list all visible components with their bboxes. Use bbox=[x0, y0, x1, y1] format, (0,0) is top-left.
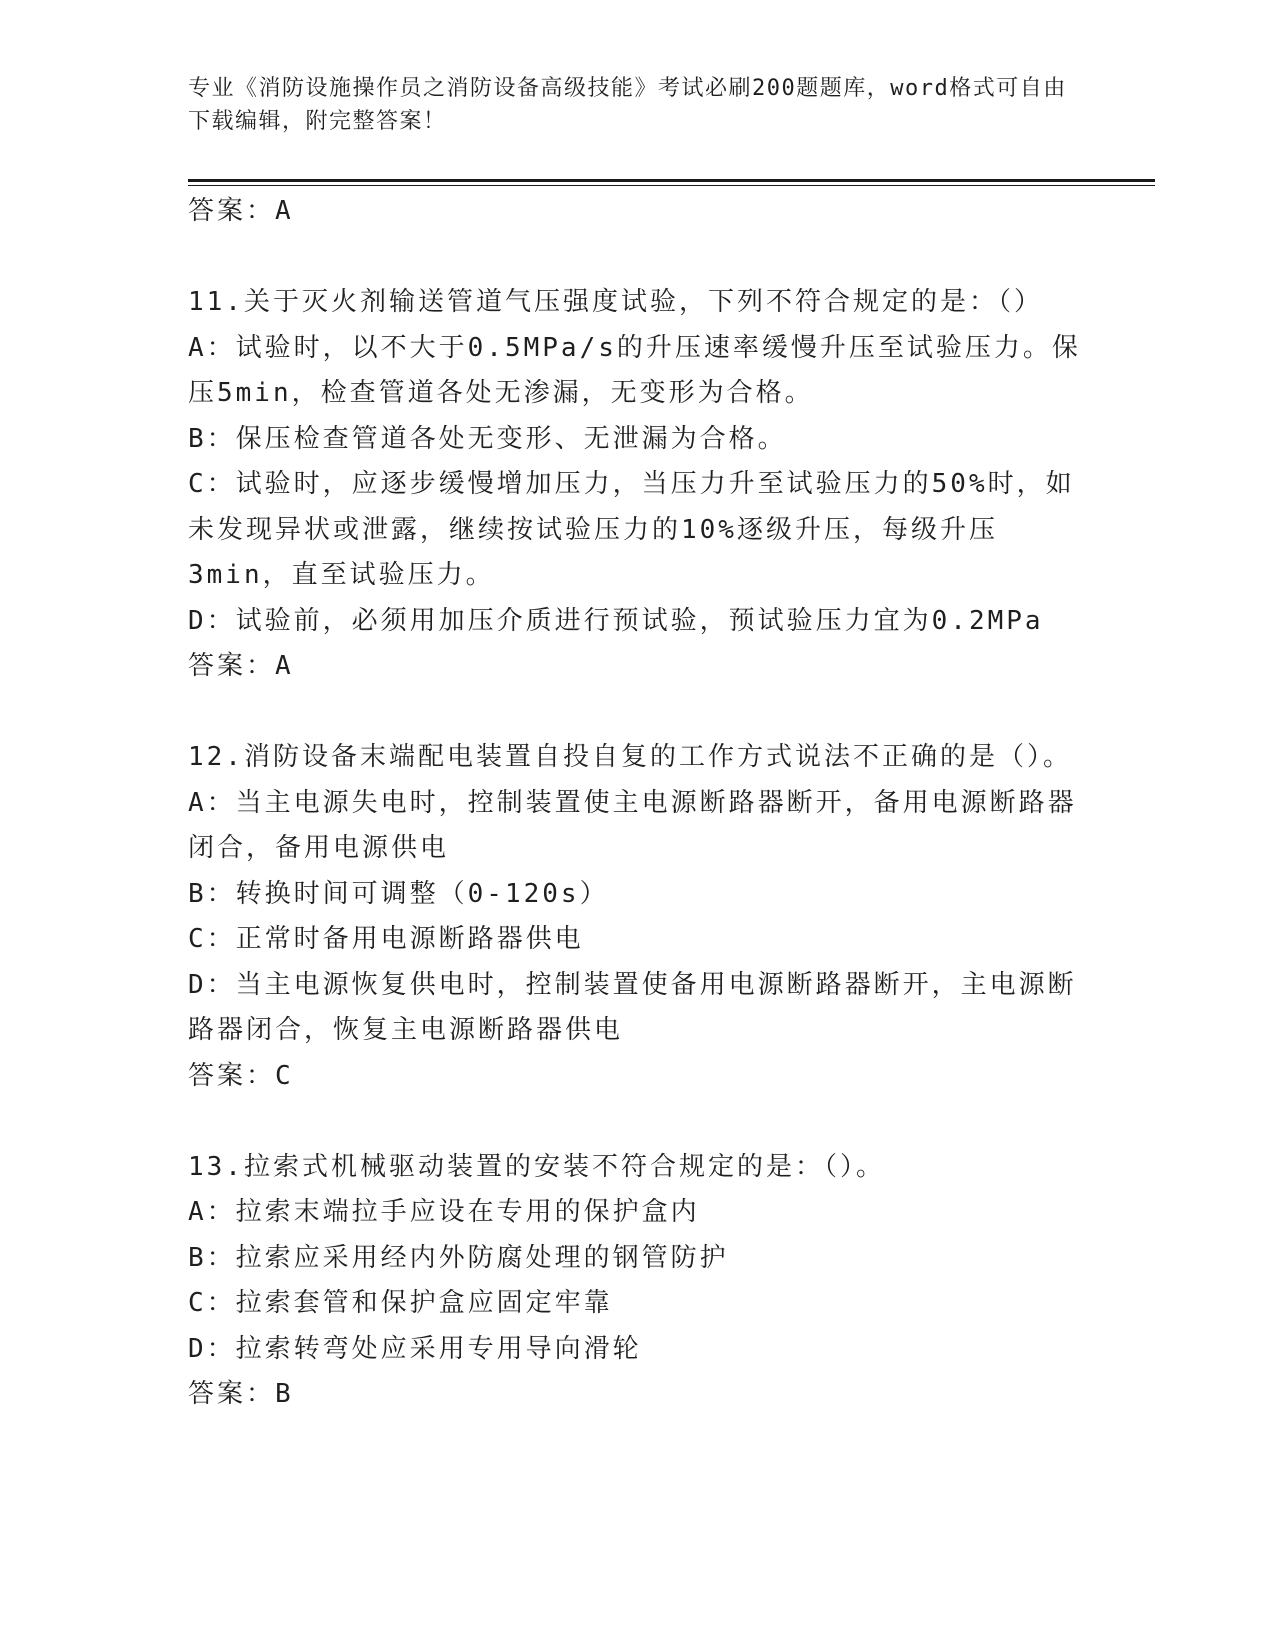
page-header bbox=[188, 72, 1088, 138]
answer-label: 答案： bbox=[188, 1379, 276, 1409]
option-d: D：当主电源恢复供电时，控制装置使备用电源断路器断开，主电源断路器闭合，恢复主电源断路器供电 bbox=[188, 969, 1077, 1045]
answer-value: B bbox=[275, 1379, 294, 1409]
answer-value: A bbox=[275, 651, 294, 681]
question-answer bbox=[188, 1372, 1088, 1418]
option-b: B：拉索应采用经内外防腐处理的钢管防护 bbox=[188, 1242, 729, 1273]
option-b: B：保压检查管道各处无变形、无泄漏为合格。 bbox=[188, 423, 787, 454]
question-stem: 13.拉索式机械驱动装置的安装不符合规定的是：（）。 bbox=[188, 1151, 885, 1182]
question-11 bbox=[188, 280, 1088, 690]
question-stem: 12.消防设备末端配电装置自投自复的工作方式说法不正确的是（）。 bbox=[188, 742, 1072, 772]
option-d: D：试验前，必须用加压介质进行预试验，预试验压力宜为0.2MPa bbox=[188, 605, 1044, 636]
answer-label: 答案： bbox=[188, 1060, 276, 1091]
question-list bbox=[188, 189, 1088, 1418]
option-a: A：拉索末端拉手应设在专用的保护盒内 bbox=[188, 1197, 700, 1227]
header-rule bbox=[188, 179, 1155, 182]
option-c: C：试验时，应逐步缓慢增加压力，当压力升至试验压力的50%时，如未发现异状或泄露，继续按试验压力的10%逐级升压，每级升压3min，直至试验压力。 bbox=[188, 469, 1075, 590]
option-c: C：正常时备用电源断路器供电 bbox=[188, 924, 584, 954]
header-text: 专业《消防设施操作员之消防设备高级技能》考试必刷200题题库，word格式可自由下载编辑，附完整答案！ bbox=[188, 76, 1067, 134]
option-b: B：转换时间可调整（0-120s） bbox=[188, 878, 609, 909]
question-stem: 11.关于灭火剂输送管道气压强度试验，下列不符合规定的是：（） bbox=[188, 287, 1043, 317]
option-d: D：拉索转弯处应采用专用导向滑轮 bbox=[188, 1333, 642, 1364]
option-a: A：当主电源失电时，控制装置使主电源断路器断开，备用电源断路器闭合，备用电源供电 bbox=[188, 787, 1077, 863]
question-13 bbox=[188, 1145, 1088, 1418]
answer-label: 答案： bbox=[188, 196, 276, 226]
question-answer bbox=[188, 644, 1088, 690]
answer-value: A bbox=[275, 196, 294, 226]
previous-answer bbox=[188, 189, 1088, 235]
question-12 bbox=[188, 735, 1088, 1099]
answer-value: C bbox=[275, 1060, 294, 1091]
option-c: C：拉索套管和保护盒应固定牢靠 bbox=[188, 1288, 613, 1318]
header-rule-thin bbox=[188, 185, 1155, 186]
answer-label: 答案： bbox=[188, 651, 276, 681]
option-a: A：试验时，以不大于0.5MPa/s的升压速率缓慢升压至试验压力。保压5min，检查管道各处无渗漏，无变形为合格。 bbox=[188, 332, 1081, 408]
question-answer bbox=[188, 1054, 1088, 1100]
